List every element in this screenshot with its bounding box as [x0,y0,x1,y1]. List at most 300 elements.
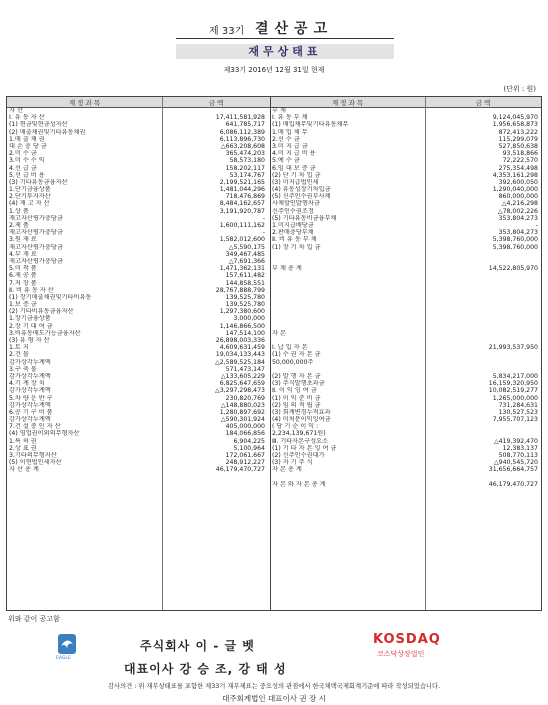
table-row [272,459,538,466]
account-name: 6.임 대 보 증 금 [272,164,316,172]
table-row [272,251,538,258]
table-row [9,373,265,380]
amount [426,430,538,437]
amount: 5,398,760,000 [492,243,538,251]
account-name: 대 손 충 당 금 [9,142,47,150]
table-row [272,466,538,473]
account-name [272,251,426,258]
amount: 405,000,000 [225,423,265,431]
table-row [9,466,265,473]
amount: 144,858,551 [225,279,265,287]
account-name: Ⅱ. 비 유 동 자 산 [9,286,54,294]
amount [426,258,538,265]
table-row [9,258,265,265]
amount: 19,034,133,443 [215,351,265,359]
table-row [9,229,265,236]
table-row [272,409,538,416]
account-name: Ⅰ. 납 입 자 본 [272,344,308,352]
amount: 3,191,920,787 [219,207,265,215]
table-row [272,150,538,157]
table-row [9,416,265,423]
account-name: (3) 유 형 자 산 [9,337,50,344]
account-name [272,280,426,287]
table-row [9,114,265,121]
header-amount-right: 금 액 [475,99,491,107]
table-row [9,121,265,128]
amount: 1,280,897,692 [219,408,265,416]
table-row [9,236,265,243]
account-name: (2) 신주인수권대가 [272,452,325,459]
amount: 147,514,100 [225,329,265,337]
amount: - [262,214,265,222]
account-name: 5.차 량 운 반 구 [9,394,53,402]
account-name: (2) 발 행 자 본 금 [272,372,321,380]
table-row [272,416,538,423]
account-name: Ⅰ. 유 동 자 산 [9,114,45,122]
amount: 9,124,045,970 [492,114,538,122]
account-name [272,323,426,330]
amount: 58,573,180 [229,157,265,165]
amount: 1,265,000,000 [492,394,538,402]
account-name: 2.선 수 금 [272,135,300,143]
amount: △78,002,226 [497,207,538,215]
account-name: Ⅱ. 이 익 잉 여 금 [272,387,317,395]
account-name: 재고자산평가충당금 [9,214,63,222]
table-row [272,287,538,294]
amount: 365,474,203 [225,150,265,158]
table-row [272,402,538,409]
account-name: 신주인수권조정 [272,207,314,215]
amount [426,351,538,358]
table-row [272,200,538,207]
amount: 115,299,079 [498,135,538,143]
account-name: 재고자산평가충당금 [9,257,63,265]
table-row [9,172,265,179]
account-name: 4.부 재 료 [9,250,37,258]
amount: 14,522,805,970 [488,265,538,273]
amount: 571,473,147 [225,365,265,373]
account-name: (2) 단 기 차 입 금 [272,171,321,179]
amount [426,280,538,287]
account-name: 6.공 기 구 비 품 [9,408,53,416]
account-name: 자 본 총 계 [272,466,302,474]
audit-opinion: 감사의견 : 위 재무상태표를 포함한 제33기 재무제표는 중요성의 관점에서 한국채택국제회계기준에 따라 작성되었습니다. [107,683,441,690]
amount: 248,912,227 [225,459,265,467]
table-row [9,395,265,402]
table-row [9,351,265,358]
amount: 353,804,273 [498,229,538,237]
amount: 1,956,658,873 [492,121,538,129]
account-name: 3.기타의무형자산 [9,452,57,459]
table-row [272,481,538,488]
account-name: (1) 장 기 차 입 금 [272,243,321,251]
amount [426,301,538,308]
issue-number: 제 33기 [209,26,245,37]
account-name: 1.매 입 채 무 [272,128,308,136]
table-row [9,129,265,136]
amount: 1,146,866,500 [219,322,265,330]
amount: - [535,222,538,229]
account-name: (3) 자 기 주 식 [272,459,313,467]
amount: 130,527,523 [498,408,538,416]
table-row [272,373,538,380]
table-row [272,474,538,481]
table-row [272,208,538,215]
account-name: Ⅲ. 기타자본구성요소 [272,437,329,445]
table-row [272,452,538,459]
amount: 26,898,003,336 [215,337,265,344]
account-name: 재고자산평가충당금 [9,229,63,237]
amount: 872,413,222 [498,128,538,136]
divider [270,97,271,610]
table-row [272,229,538,236]
amount: 5,100,964 [233,444,265,452]
account-name [272,301,426,308]
table-row [9,200,265,207]
table-row [272,351,538,358]
amount: 275,354,498 [498,164,538,172]
account-name: 1.장기금융상품 [9,315,51,323]
account-name: (5) 기타유동비금융부채 [272,214,337,222]
account-name: (2) 임 의 적 립 금 [272,401,321,409]
table-row [272,129,538,136]
header-account-right: 계 정 과 목 [331,99,364,107]
table-row [9,344,265,351]
account-name [272,308,426,315]
table-row [272,423,538,430]
title-underline [176,38,394,39]
account-name: 2.제 품 [9,222,29,229]
account-name: 5.예 수 금 [272,157,300,165]
amount: 3,000,000 [233,315,265,323]
amount: 1,471,362,131 [219,265,265,273]
amount: 53,174,767 [229,171,265,179]
amount: 353,804,273 [498,214,538,222]
amount: 6,086,112,389 [219,128,265,136]
amount: 157,611,482 [225,272,265,280]
amount: 46,179,470,727 [488,480,538,488]
header-account-left: 계 정 과 목 [68,99,101,107]
table-row [272,186,538,193]
table-row [272,359,538,366]
table-row [9,430,265,437]
amount: △419,392,470 [493,437,538,445]
account-name [272,258,426,265]
amount: 16,159,320,950 [488,380,538,388]
account-name: 3.미 지 급 금 [272,142,308,150]
account-name: (4) 재 고 자 산 [9,200,50,208]
account-name: (5) 신주인수권부사채 [272,193,331,201]
amount: △3,297,298,473 [214,387,265,395]
account-name: (4) 미처분이익잉여금 [272,416,331,424]
account-name: (2) 매출채권및기타유동채권 [9,128,86,136]
account-name: 2,234,139,671원) [272,430,326,438]
table-row [272,301,538,308]
amount: 6,825,647,659 [219,380,265,388]
amount: 2,199,521,165 [219,178,265,186]
amount: 172,061,667 [225,452,265,459]
amount: 10,082,519,277 [488,387,538,395]
amount [426,423,538,430]
table-row [9,387,265,394]
account-name: (1) 수 권 자 본 금 [272,351,321,359]
table-row [9,165,265,172]
unit-label: (단위 : 원) [503,85,536,93]
announcement-statement: 위와 같이 공고함 [8,615,60,623]
amount [426,330,538,337]
table-row [9,359,265,366]
table-row [272,136,538,143]
amount [426,272,538,279]
kosdaq-logo: KOSDAQ [373,632,441,647]
account-name: 2.장 기 대 여 금 [9,322,53,330]
account-name: 1.보 증 금 [9,301,37,309]
amount: 5,834,217,000 [492,372,538,380]
table-row [9,136,265,143]
account-name: 1.매 출 채 권 [9,135,45,143]
amount [426,337,538,344]
account-name: (1) 기 타 자 본 잉 여 금 [272,444,337,452]
account-name: 6.재 공 품 [9,272,37,280]
account-name: (1) 현금및현금성자산 [9,121,68,129]
account-name: 감가상각누계액 [9,358,51,366]
ceo-names: 대표이사 강 승 조, 강 태 성 [124,662,287,676]
amount: 1,582,012,600 [219,236,265,244]
account-name: 자 본 와 자 본 총 계 [272,480,326,488]
account-name [272,287,426,294]
amount: 7,955,707,123 [492,416,538,424]
amount [426,251,538,258]
amount: 46,179,470,727 [215,466,265,474]
table-row [272,337,538,344]
amount: 4,353,161,298 [492,171,538,179]
table-row [272,330,538,337]
account-name: 부 채 [272,107,286,114]
amount: △133,605,229 [220,372,265,380]
amount: 1,600,111,162 [219,222,265,229]
amount: △940,545,720 [493,459,538,467]
account-name: (4) 영업권이외의무형자산 [9,430,80,438]
table-row [272,323,538,330]
account-name: 감가상각누계액 [9,416,51,424]
table-row [272,430,538,437]
account-name [272,337,426,344]
kosdaq-subtitle: 코스닥상장법인 [377,650,425,658]
table-row [9,323,265,330]
table-row [9,294,265,301]
table-row [9,244,265,251]
amount [426,308,538,315]
account-name: 자 산 [9,107,23,114]
table-row [272,236,538,243]
amount [426,294,538,301]
account-name: 사채할인발행차금 [272,200,320,208]
table-row [272,387,538,394]
table-row [9,179,265,186]
amount: 5,398,760,000 [492,236,538,244]
account-name: 3.비유동매도가능금융자산 [9,329,81,337]
table-row [272,265,538,272]
amount: 718,476,869 [225,193,265,201]
account-name: 3.미 수 수 익 [9,157,45,165]
amount: 527,850,638 [498,142,538,150]
amount: 93,518,866 [502,150,538,158]
table-row [272,215,538,222]
account-name: (1) 매입채무및기타유동채무 [272,121,349,129]
table-row [272,366,538,373]
amount: △590,301,924 [220,416,265,424]
account-name: 4.미 지 급 비 용 [272,150,316,158]
account-name: ( 당 기 순 이 익 : [272,423,319,431]
amount: 731,284,631 [498,401,538,409]
page-title: 결산공고 [255,21,334,37]
account-name [272,315,426,322]
table-row [9,272,265,279]
account-name: 5.미 착 품 [9,265,37,273]
amount [426,359,538,366]
table-row [272,157,538,164]
amount: 158,202,117 [225,164,265,172]
period-date: 제33기 2016년 12월 31일 현재 [223,66,325,74]
table-row [9,308,265,315]
account-name: 재고자산평가충당금 [9,243,63,251]
eagle-logo-icon [58,634,76,654]
table-row [9,143,265,150]
table-row [9,402,265,409]
table-row [9,157,265,164]
table-row [9,315,265,322]
logo-text: EAGLE [56,656,71,661]
account-name: (1) 이 익 준 비 금 [272,394,321,402]
account-name: 감가상각누계액 [9,372,51,380]
company-name: 주식회사 이 - 글 벳 [140,639,255,653]
amount: 139,525,780 [225,301,265,309]
account-name: 3.원 재 료 [9,236,37,244]
liabilities-equity-column [272,107,538,488]
amount: △663,208,608 [220,142,265,150]
table-row [272,395,538,402]
amount: 72,222,570 [502,157,538,165]
amount: 21,993,537,950 [488,344,538,352]
amount: 184,066,856 [225,430,265,438]
amount: 17,411,581,928 [215,114,265,122]
amount: △5,590,175 [228,243,265,251]
amount: 31,656,664,757 [488,466,538,474]
table-row [272,280,538,287]
amount [426,107,538,114]
table-row [272,172,538,179]
table-row [272,222,538,229]
table-row [9,337,265,344]
table-row [9,215,265,222]
amount: △7,691,366 [228,257,265,265]
amount: 230,820,769 [225,394,265,402]
table-row [9,452,265,459]
table-row [9,301,265,308]
balance-sheet-table [6,96,542,611]
table-row [272,107,538,114]
amount: 1,297,380,600 [219,308,265,316]
account-name: 감가상각누계액 [9,401,51,409]
account-name: (3) 회계변경누적효과 [272,408,331,416]
account-name [272,366,426,373]
amount [426,315,538,322]
table-row [9,380,265,387]
account-name: 2.상 표 권 [9,444,37,452]
account-name: 1.미지급배당금 [272,222,314,229]
account-name: 부 채 총 계 [272,265,302,273]
table-row [9,222,265,229]
account-name: Ⅰ. 유 동 부 채 [272,114,308,122]
amount [426,474,538,481]
table-row [272,438,538,445]
table-row [9,107,265,114]
account-name: 3.구 축 물 [9,365,37,373]
amount: 139,525,780 [225,293,265,301]
account-name: (5) 이연법인세자산 [9,459,62,467]
table-row [9,208,265,215]
table-row [272,294,538,301]
table-row [9,280,265,287]
amount: 392,600,050 [498,178,538,186]
account-name [272,474,426,481]
amount: 1,481,044,296 [219,186,265,194]
account-name: 1.토 지 [9,344,29,352]
account-name: (4) 유동성장기차입금 [272,186,331,194]
account-name: 1.특 허 권 [9,437,37,445]
account-name: (2) 기타비유동금융자산 [9,308,74,316]
amount: - [262,229,265,237]
header-amount-left: 금 액 [208,99,224,107]
table-row [272,308,538,315]
table-row [272,193,538,200]
table-row [9,150,265,157]
amount: 28,767,888,799 [215,286,265,294]
account-name: 4.선 급 금 [9,164,37,172]
amount: 1,290,040,000 [492,186,538,194]
table-row [9,251,265,258]
table-row [9,445,265,452]
account-name: 7.저 장 품 [9,279,37,287]
table-row [272,445,538,452]
account-name: 7.건 설 중 인 자 산 [9,423,61,431]
amount: 6,113,896,730 [219,135,265,143]
account-name: Ⅱ. 비 유 동 부 채 [272,236,317,244]
account-name [272,294,426,301]
table-row [9,459,265,466]
amount [426,323,538,330]
assets-column [9,107,265,474]
amount: 12,383,137 [502,444,538,452]
table-row [272,344,538,351]
auditor-name: 대주회계법인 대표이사 권 장 시 [222,694,326,703]
amount: 641,785,717 [225,121,265,129]
account-name: (3) 기타유동금융자산 [9,178,68,186]
table-row [272,121,538,128]
table-row [9,423,265,430]
account-name: 50,000,000주 [272,358,314,366]
amount [426,287,538,294]
account-name: 1.상 품 [9,207,29,215]
amount: 508,770,113 [498,452,538,459]
table-row [272,380,538,387]
amount [161,107,265,114]
table-row [272,114,538,121]
account-name [272,272,426,279]
table-row [272,179,538,186]
account-name: 5.선 급 비 용 [9,171,45,179]
table-row [272,272,538,279]
